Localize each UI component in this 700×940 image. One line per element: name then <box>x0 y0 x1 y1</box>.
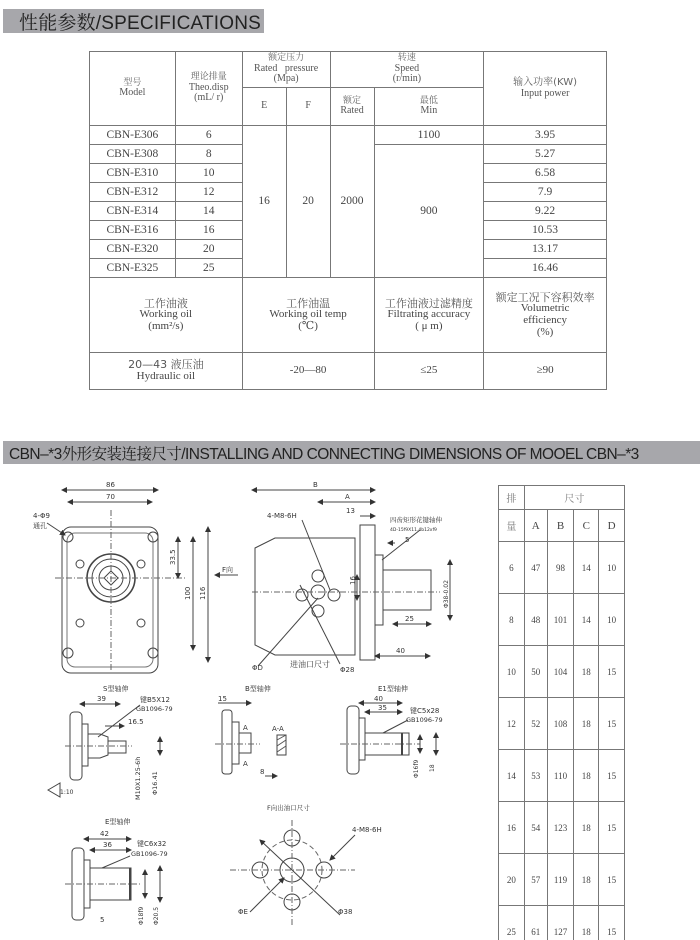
cell-disp: 8 <box>499 594 525 646</box>
dim-16-5: 16.5 <box>128 718 144 726</box>
label-spline-spec: 4D-15f9X11.4b12xf9 <box>390 528 437 533</box>
cell-pressure-f: 20 <box>286 126 330 278</box>
cell-c: 14 <box>574 594 599 646</box>
cell-speed-rated: 2000 <box>330 126 374 278</box>
cell-volumetric-efficiency: ≥90 <box>484 353 607 390</box>
cell-working-oil: 20—43 液压油 Hydraulic oil <box>90 353 243 390</box>
cell-a: 48 <box>524 594 547 646</box>
cell-model: CBN-E308 <box>90 145 176 164</box>
cell-disp: 14 <box>499 750 525 802</box>
dim-e1-40: 40 <box>374 695 383 703</box>
cell-a: 50 <box>524 646 547 698</box>
cell-b: 101 <box>547 594 574 646</box>
cell-disp: 25 <box>175 259 242 278</box>
dim-39: 39 <box>97 695 106 703</box>
cell-power: 13.17 <box>484 240 607 259</box>
cell-b: 119 <box>547 854 574 906</box>
cell-disp: 16 <box>499 802 525 854</box>
label-thread: M10X1.25-6h <box>134 756 142 800</box>
header-col-c: C <box>574 510 599 542</box>
s-shaft-title: S型轴伸 <box>103 685 129 693</box>
cell-pressure-e: 16 <box>242 126 286 278</box>
table-row <box>499 646 625 698</box>
cell-c: 18 <box>574 802 599 854</box>
cell-disp: 20 <box>499 854 525 906</box>
dim-40: 40 <box>396 647 405 655</box>
label-through-holes: 通孔 <box>33 522 47 530</box>
table-row <box>499 542 625 594</box>
label-section-a-bottom: A <box>243 760 248 768</box>
header-size: 尺寸 <box>524 486 624 510</box>
cell-d: 15 <box>599 802 625 854</box>
label-e1-gb1096: GB1096-79 <box>406 716 443 724</box>
cell-disp: 10 <box>175 164 242 183</box>
cell-model: CBN-E306 <box>90 126 176 145</box>
dim-e1-35: 35 <box>378 704 387 712</box>
header-col-a: A <box>524 510 547 542</box>
dim-phi20-5: Φ20.5 <box>153 906 160 925</box>
cell-d: 15 <box>599 854 625 906</box>
b-shaft-drawing <box>215 703 286 776</box>
label-key-c5x28: 键C5x28 <box>410 707 440 715</box>
e1-shaft-title: E1型轴伸 <box>378 685 408 693</box>
dimensions-table <box>498 485 625 940</box>
label-key-c6x32: 键C6x32 <box>137 840 167 848</box>
cell-model: CBN-E314 <box>90 202 176 221</box>
label-e-gb1096: GB1096-79 <box>131 850 168 858</box>
dim-15: 15 <box>218 695 227 703</box>
table-row <box>499 854 625 906</box>
label-4-m8: 4-M8-6H <box>267 512 297 520</box>
cell-a: 52 <box>524 698 547 750</box>
table-row <box>499 750 625 802</box>
label-4-holes: 4-Φ9 <box>33 512 50 520</box>
label-section-a-top: A <box>243 724 248 732</box>
cell-b: 108 <box>547 698 574 750</box>
dim-phi16-41: Φ16.41 <box>151 771 159 795</box>
cell-disp: 16 <box>175 221 242 240</box>
label-key-b5x12: 键B5X12 <box>140 696 170 704</box>
e-shaft-title: E型轴伸 <box>105 818 131 826</box>
header-speed: 转速 Speed (r/min) <box>330 52 484 88</box>
header-working-oil: 工作油液 Working oil (mm²/s) <box>90 278 243 353</box>
cell-b: 123 <box>547 802 574 854</box>
cell-model: CBN-E325 <box>90 259 176 278</box>
front-view-drawing <box>47 490 238 673</box>
table-row <box>499 594 625 646</box>
dim-phi38: Φ38-0.02 <box>443 580 450 608</box>
cell-d: 15 <box>599 698 625 750</box>
cell-a: 57 <box>524 854 547 906</box>
cell-a: 47 <box>524 542 547 594</box>
cell-speed-min: 1100 <box>374 126 484 145</box>
dim-86: 86 <box>106 481 115 489</box>
table-row <box>499 802 625 854</box>
cell-power: 7.9 <box>484 183 607 202</box>
cell-power: 6.58 <box>484 164 607 183</box>
header-rated-pressure: 额定压力 Rated pressure (Mpa) <box>242 52 330 88</box>
specifications-title: 性能参数/SPECIFICATIONS <box>19 12 262 34</box>
header-input-power: 输入功率(KW) Input power <box>484 52 607 126</box>
cell-b: 104 <box>547 646 574 698</box>
dim-70: 70 <box>106 493 115 501</box>
cell-disp: 14 <box>175 202 242 221</box>
label-f-direction: F向 <box>222 566 234 574</box>
b-shaft-title: B型轴伸 <box>245 685 271 693</box>
cell-speed-min: 900 <box>374 145 484 278</box>
cell-model: CBN-E320 <box>90 240 176 259</box>
cell-c: 18 <box>574 854 599 906</box>
dim-116: 116 <box>199 586 207 600</box>
cell-d: 15 <box>599 750 625 802</box>
cell-a: 54 <box>524 802 547 854</box>
header-displacement: 排 <box>499 486 525 510</box>
cell-a: 61 <box>524 906 547 940</box>
dim-phi18f9: Φ18f9 <box>138 906 145 925</box>
header-speed-rated: 额定 Rated <box>330 88 374 126</box>
cell-disp: 8 <box>175 145 242 164</box>
cell-c: 18 <box>574 906 599 940</box>
dimensions-title: CBN–*3外形安装连接尺寸/INSTALLING AND CONNECTING DIMENSIONS OF MOOEL CBN–*3 <box>9 445 639 463</box>
dim-100: 100 <box>184 586 192 600</box>
cell-disp: 10 <box>499 646 525 698</box>
dim-33-5: 33.5 <box>169 549 177 565</box>
dim-e1-18: 18 <box>429 764 436 772</box>
dim-A: A <box>345 493 350 501</box>
cell-oil-temp: -20—80 <box>242 353 374 390</box>
label-gb1096: GB1096-79 <box>136 705 173 713</box>
dim-phi16f9: Φ16f9 <box>413 759 420 778</box>
cell-d: 15 <box>599 646 625 698</box>
cell-b: 127 <box>547 906 574 940</box>
cell-c: 18 <box>574 750 599 802</box>
table-row <box>499 906 625 940</box>
table-row <box>499 698 625 750</box>
dim-13: 13 <box>346 507 355 515</box>
cell-model: CBN-E310 <box>90 164 176 183</box>
cell-power: 5.27 <box>484 145 607 164</box>
dim-42: 42 <box>100 830 109 838</box>
cell-power: 10.53 <box>484 221 607 240</box>
header-displacement: 理论排量 Theo.disp (mL/ r) <box>175 52 242 126</box>
label-taper: 1:10 <box>60 789 74 796</box>
dim-8: 8 <box>260 768 265 776</box>
cell-disp: 25 <box>499 906 525 940</box>
label-spline-shaft: 四齿矩形花键轴伸 <box>390 516 442 524</box>
cell-disp: 12 <box>499 698 525 750</box>
cell-model: CBN-E316 <box>90 221 176 240</box>
cell-power: 9.22 <box>484 202 607 221</box>
cell-a: 53 <box>524 750 547 802</box>
f-port-drawing <box>230 820 355 925</box>
label-phi28: Φ28 <box>340 666 355 674</box>
header-volumetric-efficiency: 额定工况下容积效率 Volumetric efficiency (%) <box>484 278 607 353</box>
header-displacement-2: 量 <box>499 510 525 542</box>
cell-c: 18 <box>574 646 599 698</box>
cell-d: 10 <box>599 594 625 646</box>
header-oil-temp: 工作油温 Working oil temp (℃) <box>242 278 374 353</box>
cell-c: 14 <box>574 542 599 594</box>
cell-c: 18 <box>574 698 599 750</box>
header-pressure-e: E <box>242 88 286 126</box>
dim-5: 5 <box>405 536 410 544</box>
header-model: 型号 Model <box>90 52 176 126</box>
cell-disp: 12 <box>175 183 242 202</box>
cell-b: 98 <box>547 542 574 594</box>
dim-16: 16 <box>349 576 357 585</box>
header-filtrating-accuracy: 工作油液过滤精度 Filtrating accuracy ( μ m) <box>374 278 484 353</box>
label-f-4-m8: 4-M8-6H <box>352 826 382 834</box>
cell-b: 110 <box>547 750 574 802</box>
header-col-d: D <box>599 510 625 542</box>
header-col-b: B <box>547 510 574 542</box>
cell-d: 15 <box>599 906 625 940</box>
f-port-title: F向出油口尺寸 <box>267 804 310 812</box>
cell-disp: 6 <box>175 126 242 145</box>
cell-filtrating-accuracy: ≤25 <box>374 353 484 390</box>
label-section-a-a: A-A <box>272 725 284 733</box>
cell-d: 10 <box>599 542 625 594</box>
header-speed-min: 最低 Min <box>374 88 484 126</box>
dim-B: B <box>313 481 318 489</box>
label-phi-E: ΦE <box>238 908 248 916</box>
dim-36: 36 <box>103 841 112 849</box>
label-inlet-size: 进油口尺寸 <box>290 660 330 669</box>
dim-25: 25 <box>405 615 414 623</box>
cell-power: 3.95 <box>484 126 607 145</box>
cell-model: CBN-E312 <box>90 183 176 202</box>
cell-disp: 6 <box>499 542 525 594</box>
cell-power: 16.46 <box>484 259 607 278</box>
label-phi-D: ΦD <box>252 664 263 672</box>
label-f-phi38: Φ38 <box>338 908 353 916</box>
header-pressure-f: F <box>286 88 330 126</box>
dim-e-5: 5 <box>100 916 105 924</box>
cell-disp: 20 <box>175 240 242 259</box>
